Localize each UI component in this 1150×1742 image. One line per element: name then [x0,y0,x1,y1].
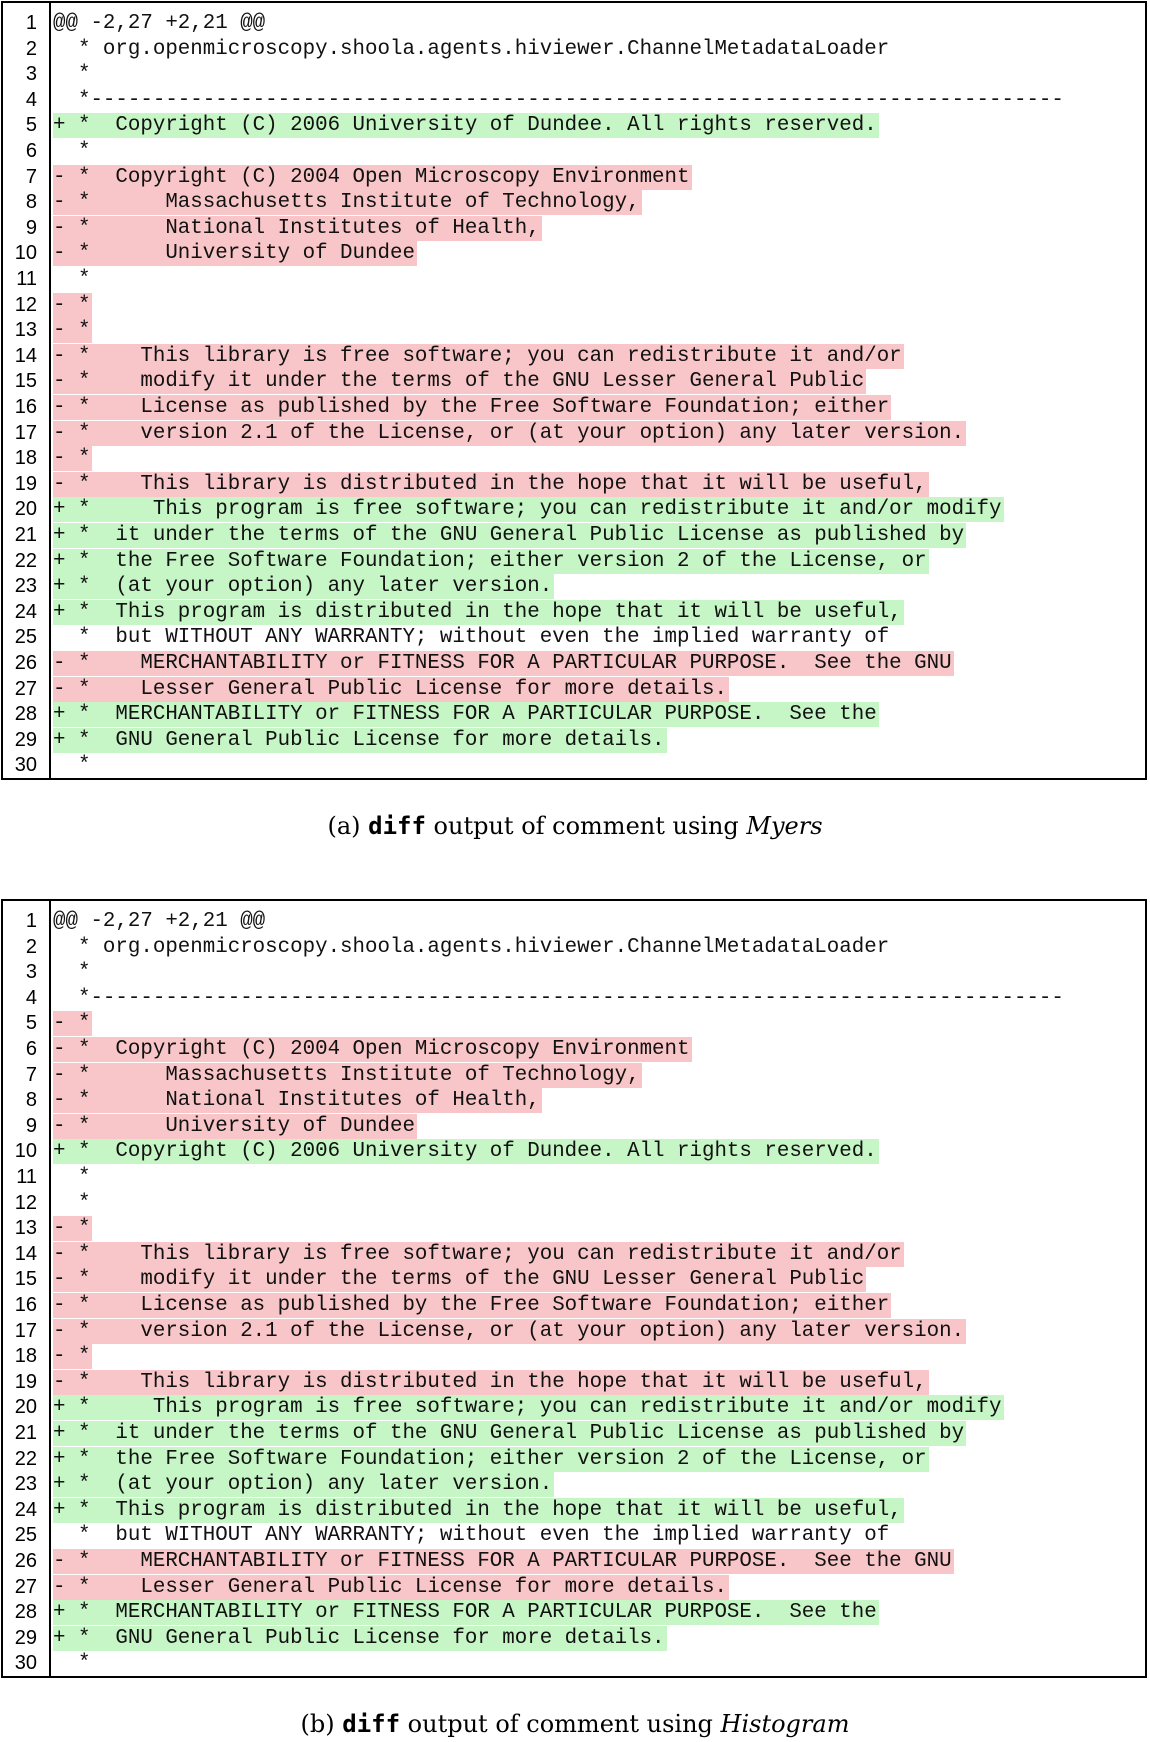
deleted-line-text: - * [53,447,91,471]
added-line-text: + * the Free Software Foundation; either version 2 of the License, or [53,1447,927,1471]
diff-line [25,960,1145,985]
context-line-text: * [53,140,91,163]
line-number: 6 [25,1038,37,1060]
diff-line [14,1216,1145,1241]
diff-line [14,421,1145,446]
context-line-text: * but WITHOUT ANY WARRANTY; without even the implied warranty of [53,1524,890,1548]
deleted-line-text: - * License as published by the Free Software Foundation; either [53,1294,890,1317]
added-line-text: + * GNU General Public License for more details. [53,1626,665,1650]
line-number: 4 [25,986,37,1009]
line-number: 2 [25,37,37,60]
line-number: 2 [25,935,37,958]
line-number: 22 [14,549,37,572]
deleted-line-text: - * This library is distributed in the hope that it will be useful, [53,1370,927,1394]
added-line-text: + * This program is distributed in the hope that it will be useful, [53,1498,902,1522]
diff-line [14,1549,1145,1574]
line-number: 18 [14,447,37,470]
context-line-text: * [53,961,91,985]
context-line-text: * [53,1191,91,1215]
line-number: 18 [14,1345,37,1368]
caption-label: (a) [327,812,369,840]
deleted-line-text: - * License as published by the Free Software Foundation; either [53,396,890,419]
deleted-line-text: - * modify it under the terms of the GNU Lesser General Public [53,370,865,394]
line-number: 6 [25,140,37,162]
diff-line [25,11,1145,36]
diff-line [14,1191,1145,1216]
deleted-line-text: - * Copyright (C) 2004 Open Microscopy Environment [53,165,690,189]
added-line-text: + * Copyright (C) 2006 University of Dundee. All rights reserved. [53,114,877,138]
line-number: 4 [25,88,37,111]
diff-line [14,651,1145,676]
diff-line [25,165,1145,190]
added-line-text: + * Copyright (C) 2006 University of Dundee. All rights reserved. [53,1140,877,1164]
diff-line [14,344,1145,369]
line-number: 13 [14,319,37,342]
diff-line [14,1344,1145,1369]
diff-line [14,574,1145,599]
context-line-text: * [53,63,91,87]
deleted-line-text: - * This library is free software; you can redistribute it and/or [53,1242,902,1266]
line-number: 29 [14,728,37,751]
diff-line [14,1267,1145,1292]
line-number: 24 [14,600,37,623]
line-number: 21 [14,524,37,546]
deleted-line-text: - * National Institutes of Health, [53,1089,540,1113]
diff-line [14,1293,1145,1318]
deleted-line-text: - * National Institutes of Health, [53,216,540,240]
line-number: 22 [14,1447,37,1470]
diff-line [14,549,1145,574]
added-line-text: + * (at your option) any later version. [53,575,553,599]
diff-line [14,1498,1145,1523]
diff-line [14,1421,1145,1446]
diff-line [25,935,1145,960]
line-number: 5 [25,1012,37,1035]
line-number: 7 [25,1063,37,1086]
diff-line [25,1088,1145,1113]
diff-line [25,986,1145,1011]
line-number: 1 [25,910,37,932]
deleted-line-text: - * [53,293,91,317]
deleted-line-text: - * MERCHANTABILITY or FITNESS FOR A PARTICULAR PURPOSE. See the GNU [53,652,952,675]
line-number: 27 [14,677,37,700]
line-number: 12 [14,1191,37,1214]
added-line-text: + * it under the terms of the GNU General Public License as published by [53,524,965,547]
line-number: 23 [14,575,37,598]
context-line-text: * [53,1166,91,1189]
line-number: 21 [14,1422,37,1444]
diff-line [14,1242,1145,1267]
line-number: 25 [14,626,37,649]
line-number: 12 [14,293,37,316]
diff-line [25,88,1145,113]
diff-line [25,216,1145,241]
diff-line [14,1575,1145,1600]
added-line-text: + * This program is distributed in the hope that it will be useful, [53,600,902,624]
line-number: 30 [14,1652,37,1675]
caption-command: diff [342,1710,401,1738]
line-number: 14 [14,344,37,367]
deleted-line-text: - * This library is distributed in the hope that it will be useful, [53,472,927,496]
diff-line [25,909,1145,934]
diff-line [14,677,1145,702]
line-number: 10 [14,1140,37,1163]
line-number: 7 [25,165,37,188]
diff-line [14,1395,1145,1420]
deleted-line-text: - * University of Dundee [53,1114,415,1138]
added-line-text: + * the Free Software Foundation; either version 2 of the License, or [53,549,927,573]
line-number: 20 [14,498,37,521]
context-line-text: * [53,1652,91,1676]
deleted-line-text: - * modify it under the terms of the GNU Lesser General Public [53,1268,865,1292]
diff-line [14,446,1145,471]
deleted-line-text: - * MERCHANTABILITY or FITNESS FOR A PARTICULAR PURPOSE. See the GNU [53,1550,952,1573]
diff-line [14,753,1145,778]
line-number: 23 [14,1473,37,1496]
line-number: 26 [14,652,37,674]
line-number: 30 [14,754,37,777]
deleted-line-text: - * Lesser General Public License for more details. [53,1575,727,1599]
diff-line [14,1523,1145,1548]
deleted-line-text: - * [53,1345,91,1369]
line-number: 20 [14,1396,37,1419]
diff-line [14,497,1145,522]
line-number: 29 [14,1626,37,1649]
diff-line [25,1114,1145,1139]
line-number: 3 [25,961,37,984]
context-line-text: * org.openmicroscopy.shoola.agents.hiviewer.ChannelMetadataLoader [53,935,890,959]
added-line-text: + * This program is free software; you can redistribute it and/or modify [53,498,1002,522]
added-line-text: + * it under the terms of the GNU General Public License as published by [53,1422,965,1445]
context-line-text: @@ -2,27 +2,21 @@ [53,910,266,933]
diff-line [14,1626,1145,1651]
line-number: 19 [14,1370,37,1393]
diff-line [25,1011,1145,1036]
line-number: 14 [14,1242,37,1265]
diff-line [14,369,1145,394]
line-number: 17 [14,421,37,444]
caption-command: diff [368,812,426,840]
line-number: 16 [14,1294,37,1316]
deleted-line-text: - * Copyright (C) 2004 Open Microscopy Environment [53,1038,690,1061]
line-number: 19 [14,472,37,495]
diff-line [14,395,1145,420]
deleted-line-text: - * This library is free software; you can redistribute it and/or [53,344,902,368]
context-line-text: @@ -2,27 +2,21 @@ [53,12,266,35]
deleted-line-text: - * [53,319,91,343]
diff-line [14,728,1145,753]
diff-line [14,1319,1145,1344]
deleted-line-text: - * version 2.1 of the License, or (at your option) any later version. [53,1319,965,1343]
deleted-line-text: - * Lesser General Public License for more details. [53,677,727,701]
line-number: 11 [16,268,37,290]
diff-line [14,318,1145,343]
diff-line [25,1037,1145,1062]
caption-text: output of comment using [425,812,747,840]
line-number: 11 [16,1166,37,1188]
diff-line [14,1370,1145,1395]
diff-line [14,293,1145,318]
diff-line [14,600,1145,625]
added-line-text: + * This program is free software; you can redistribute it and/or modify [53,1396,1002,1420]
diff-listing [1,1,1147,780]
deleted-line-text: - * Massachusetts Institute of Technology, [53,191,640,215]
context-line-text: * [53,754,91,778]
diff-line [16,267,1145,292]
line-number: 17 [14,1319,37,1342]
diff-line [25,1063,1145,1088]
line-number: 8 [25,191,37,214]
diff-line [14,523,1145,548]
line-number: 26 [14,1550,37,1572]
diff-listing [1,899,1147,1678]
deleted-line-text: - * [53,1217,91,1241]
line-number: 28 [14,1601,37,1624]
added-line-text: + * GNU General Public License for more details. [53,728,665,752]
line-number: 5 [25,114,37,137]
diff-line [25,37,1145,62]
deleted-line-text: - * version 2.1 of the License, or (at your option) any later version. [53,421,965,445]
diff-line [14,1651,1145,1676]
line-number: 24 [14,1498,37,1521]
figure-caption [0,812,1150,840]
line-number: 15 [14,370,37,393]
line-number: 16 [14,396,37,418]
line-number: 13 [14,1217,37,1240]
deleted-line-text: - * [53,1012,91,1036]
added-line-text: + * (at your option) any later version. [53,1473,553,1497]
diff-line [14,1139,1145,1164]
line-number: 27 [14,1575,37,1598]
line-number: 15 [14,1268,37,1291]
diff-line [25,62,1145,87]
diff-line [14,241,1145,266]
diff-line [16,1165,1145,1190]
diff-line [14,1600,1145,1625]
diff-line [14,625,1145,650]
diff-line [14,1472,1145,1497]
figure-caption [0,1710,1150,1738]
line-number: 28 [14,703,37,726]
added-line-text: + * MERCHANTABILITY or FITNESS FOR A PARTICULAR PURPOSE. See the [53,703,877,727]
line-number: 25 [14,1524,37,1547]
deleted-line-text: - * University of Dundee [53,242,415,266]
caption-algorithm: Histogram [720,1710,850,1738]
line-number: 8 [25,1089,37,1112]
diff-line [14,472,1145,497]
added-line-text: + * MERCHANTABILITY or FITNESS FOR A PARTICULAR PURPOSE. See the [53,1601,877,1625]
line-number: 1 [25,12,37,34]
context-line-text: * org.openmicroscopy.shoola.agents.hiviewer.ChannelMetadataLoader [53,37,890,61]
line-number: 9 [25,216,37,239]
caption-label: (b) [300,1710,343,1738]
line-number: 10 [14,242,37,265]
caption-text: output of comment using [400,1710,721,1738]
context-line-text: *------------------------------------------------------------------------------ [53,88,1064,112]
line-number: 3 [25,63,37,86]
diff-line [25,139,1145,164]
deleted-line-text: - * Massachusetts Institute of Technology, [53,1063,640,1087]
line-number: 9 [25,1114,37,1137]
context-line-text: * [53,268,91,291]
context-line-text: *------------------------------------------------------------------------------ [53,986,1064,1010]
context-line-text: * but WITHOUT ANY WARRANTY; without even the implied warranty of [53,626,890,650]
diff-line [25,113,1145,138]
caption-algorithm: Myers [746,812,823,840]
diff-line [14,1447,1145,1472]
diff-line [25,190,1145,215]
diff-line [14,702,1145,727]
